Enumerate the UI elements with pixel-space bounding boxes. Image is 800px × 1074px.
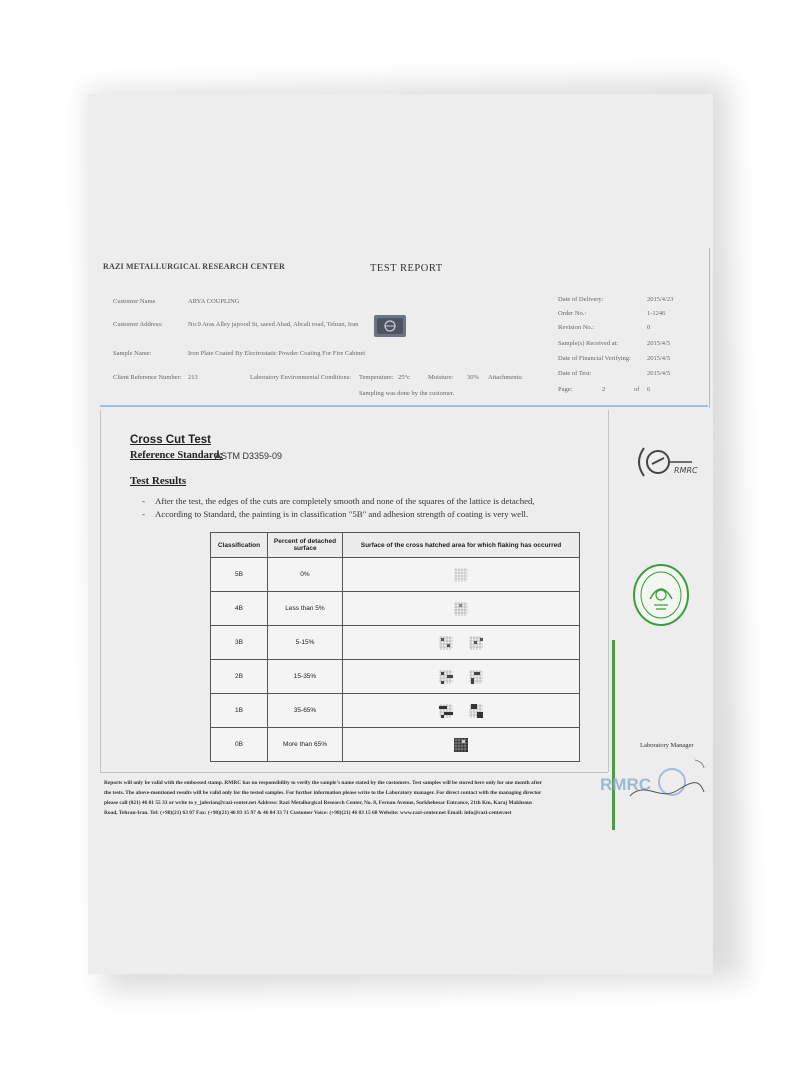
header-percent-detached: Percent of detached surface: [268, 533, 343, 558]
row-percent: 5-15%: [268, 626, 343, 660]
client-ref-value: 213: [188, 374, 198, 381]
customer-name-value: ARYA COUPLING: [188, 298, 240, 305]
env-conditions-label: Laboratory Environmental Conditions:: [250, 374, 352, 381]
temperature-value: 25°c: [398, 374, 410, 381]
table-row: [211, 558, 580, 592]
financial-date-value: 2015/4/5: [647, 355, 671, 362]
laboratory-manager-label: Laboratory Manager: [640, 742, 694, 749]
section-title: Cross Cut Test: [130, 434, 211, 446]
row-percent: Less than 5%: [268, 592, 343, 626]
crosshatch-pattern-icon: [438, 635, 454, 651]
reference-standard-label: Reference Standard:: [130, 450, 223, 461]
crosshatch-pattern-icon: [468, 635, 484, 651]
order-no-label: Order No.:: [558, 310, 587, 317]
footer-line: Road, Tehran-Iran. Tel: (+98)(21) 63 07 Fax: (+98)(21) 46 83 15 97 & 46 84 33 71 Customer Voice: (+98)(21) 46 83 15 68 Website: www.razi-center.net Email: info@razi-center.net: [104, 810, 512, 816]
client-ref-label: Client Reference Number:: [113, 374, 182, 381]
crosshatch-pattern-icon: [438, 669, 454, 685]
row-classification: 5B: [211, 558, 268, 592]
frame-bottom-rule: [100, 772, 608, 773]
header-classification: Classification: [211, 533, 268, 558]
svg-text:RMRC: RMRC: [600, 775, 651, 794]
row-surface-image: [343, 694, 580, 728]
sample-name-value: Iron Plate Coated By Electrostatic Powder Coating For Fire Cabinet: [188, 350, 366, 357]
table-row: [211, 592, 580, 626]
received-date-value: 2015/4/5: [647, 340, 671, 347]
organization-name: RAZI METALLURGICAL RESEARCH CENTER: [103, 262, 286, 271]
test-results-title: Test Results: [130, 475, 187, 487]
attachments-label: Attachments:: [488, 374, 523, 381]
crosshatch-pattern-icon: [468, 669, 484, 685]
signature-watermark-icon: [600, 752, 710, 814]
report-title: TEST REPORT: [370, 263, 443, 274]
frame-right-rule: [608, 410, 609, 772]
row-surface-image: [343, 626, 580, 660]
footer-line: Reports will only be valid with the embossed stamp. RMRC has no responsibility to verify the sample's name stated by the customers. Test samples will be stored here only for one month after: [104, 780, 543, 786]
row-surface-image: [343, 728, 580, 762]
footer-disclaimer: [104, 778, 604, 818]
sample-name-label: Sample Name:: [113, 350, 152, 357]
bullet-dash: -: [142, 496, 145, 506]
table-row: [211, 694, 580, 728]
revision-no-value: 0: [647, 324, 651, 331]
received-date-label: Sample(s) Received at:: [558, 340, 619, 347]
table-header-row: [211, 533, 580, 558]
page-of: of: [634, 386, 640, 393]
crosshatch-pattern-icon: [453, 737, 469, 753]
green-seal-icon: [632, 563, 690, 627]
row-percent: 35-65%: [268, 694, 343, 728]
temperature-label: Temperature:: [359, 374, 394, 381]
table-row: [211, 660, 580, 694]
row-percent: More than 65%: [268, 728, 343, 762]
result-bullet-2: According to Standard, the painting is in classification "5B" and adhesion strength of coating is very well.: [155, 509, 529, 519]
table-row: [211, 728, 580, 762]
page-label: Page:: [558, 386, 573, 393]
row-surface-image: [343, 660, 580, 694]
row-classification: 1B: [211, 694, 268, 728]
crosshatch-pattern-icon: [453, 567, 469, 583]
test-date-value: 2015/4/5: [647, 370, 671, 377]
crosshatch-pattern-icon: [468, 703, 484, 719]
footer-line: the tests. The above-mentioned results will be valid only for the tested samples. For further information please write to the Laboratory manager. For direct contact with the managing director: [104, 790, 542, 796]
page-total: 6: [647, 386, 651, 393]
delivery-date-label: Date of Delivery:: [558, 296, 604, 303]
bullet-dash: -: [142, 509, 145, 519]
customer-address-value: No.9 Aras Alley jajrood St, saeed Abad, Abcali road, Tehran, Iran: [188, 321, 359, 328]
header-surface-image: Surface of the cross hatched area for which flaking has occurred: [343, 533, 580, 558]
stamp-icon: [374, 315, 406, 337]
sampling-note: Sampling was done by the customer.: [359, 390, 455, 397]
row-classification: 0B: [211, 728, 268, 762]
row-surface-image: [343, 592, 580, 626]
crosshatch-pattern-icon: [453, 601, 469, 617]
revision-no-label: Revision No.:: [558, 324, 595, 331]
crosshatch-pattern-icon: [438, 703, 454, 719]
classification-table: [210, 532, 580, 762]
frame-left-rule: [100, 410, 101, 772]
row-classification: 4B: [211, 592, 268, 626]
order-no-value: 1-1246: [647, 310, 666, 317]
customer-name-label: Customer Name: [113, 298, 156, 305]
row-percent: 0%: [268, 558, 343, 592]
delivery-date-value: 2015/4/23: [647, 296, 674, 303]
table-row: [211, 626, 580, 660]
right-margin-rule: [709, 248, 710, 408]
row-classification: 2B: [211, 660, 268, 694]
test-date-label: Date of Test:: [558, 370, 592, 377]
page-number: 2: [602, 386, 606, 393]
moisture-label: Moisture:: [428, 374, 454, 381]
svg-text:RMRC: RMRC: [674, 466, 698, 475]
moisture-value: 30%: [467, 374, 479, 381]
rmrc-logo-icon: [632, 440, 702, 484]
row-classification: 3B: [211, 626, 268, 660]
header-divider: [100, 405, 708, 407]
footer-line: please call (021) 46 81 55 33 or write to y_jaferian@razi-center.net Address: Razi Metallurgical Research Center, No. 8, Fernan Avenue, Sorkhehesar Entrance, 21th Km, Karaj Makhsous: [104, 800, 533, 806]
row-surface-image: [343, 558, 580, 592]
reference-standard-value: ASTM D3359-09: [215, 451, 283, 461]
result-bullet-1: After the test, the edges of the cuts are completely smooth and none of the squares of the lattice is detached,: [155, 496, 535, 506]
customer-address-label: Customer Address:: [113, 321, 163, 328]
financial-date-label: Date of Financial Verifying:: [558, 355, 631, 362]
row-percent: 15-35%: [268, 660, 343, 694]
